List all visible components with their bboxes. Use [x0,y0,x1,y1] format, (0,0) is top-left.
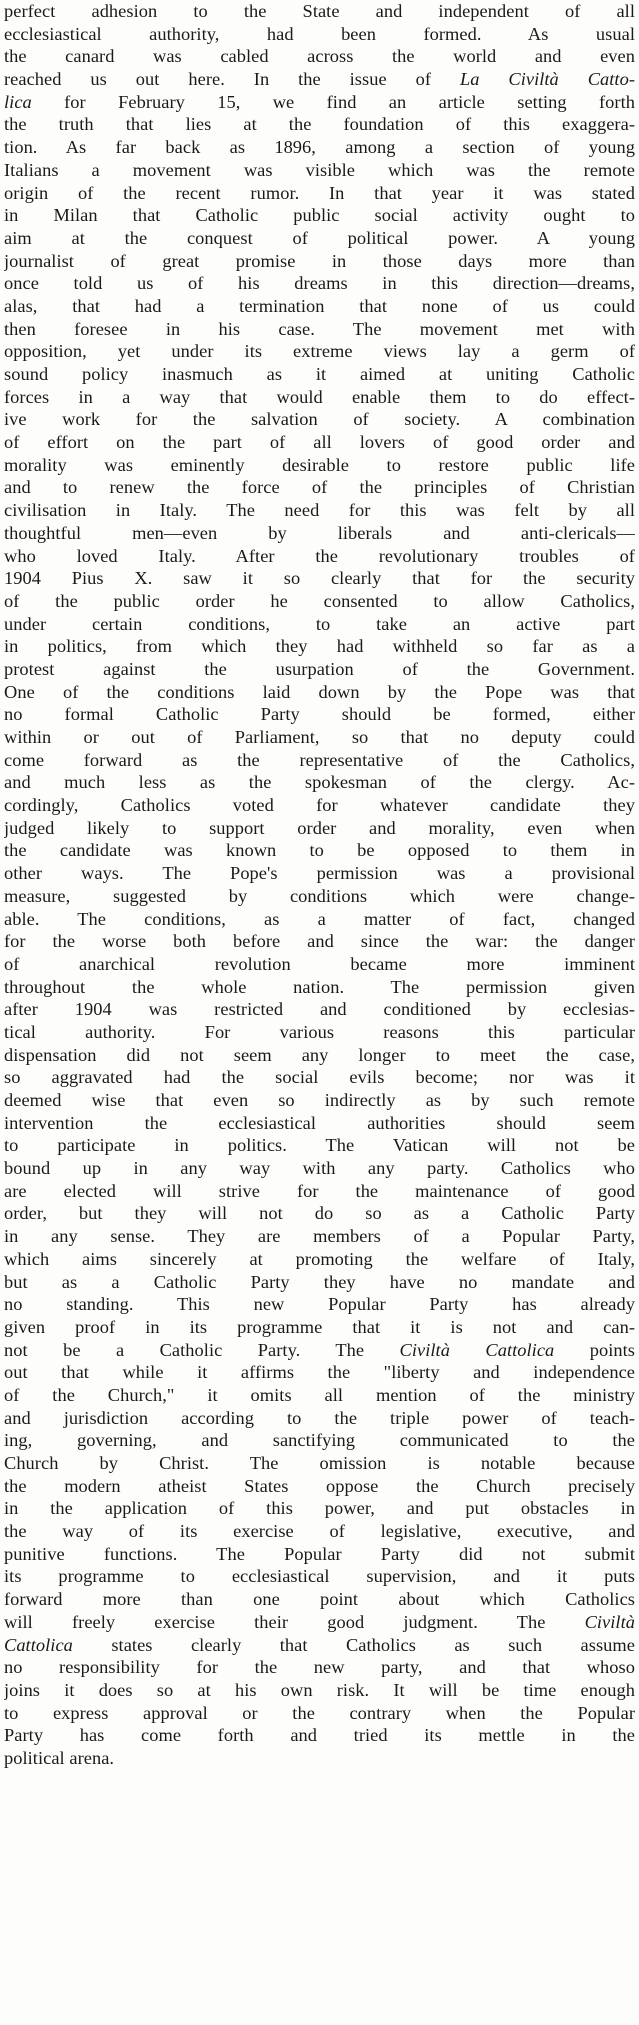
text-line [4,1066,635,1089]
text-run: intervention the ecclesiastical authorities should seem [4,1112,635,1133]
text-line [4,839,635,862]
text-line [4,431,635,454]
text-run: throughout the whole nation. The permission given [4,976,635,997]
text-line [4,953,635,976]
text-run: not be a Catholic Party. The [4,1339,400,1360]
text-line [4,476,635,499]
text-run: punitive functions. The Popular Party did not submit [4,1543,635,1564]
text-run: no formal Catholic Party should be formed, either [4,704,635,725]
text-run: of the public order he consented to allow Catholics, [4,590,635,611]
italic-text-run: La Civiltà Catto- [459,69,635,90]
text-line [4,318,635,341]
text-line [4,1747,635,1770]
text-run: to express approval or the contrary when the Popular [4,1702,635,1723]
text-run: after 1904 was restricted and conditioned by ecclesias- [4,999,635,1020]
text-run: judged likely to support order and morality, even when [4,817,635,838]
text-line [4,1225,635,1248]
text-run: protest against the usurpation of the Government. [4,658,635,679]
text-line [4,1724,635,1747]
text-line [4,1361,635,1384]
text-line [4,908,635,931]
text-line [4,363,635,386]
text-run: One of the conditions laid down by the Pope was that [4,681,635,702]
text-run: in any sense. They are members of a Popular Party, [4,1226,635,1247]
text-run: in Milan that Catholic public social activity ought to [4,205,635,226]
text-line [4,1588,635,1611]
text-line [4,386,635,409]
article-column [4,0,635,1770]
text-run: journalist of great promise in those days more than [4,250,635,271]
text-line [4,1202,635,1225]
text-line [4,590,635,613]
text-line [4,1565,635,1588]
text-line [4,930,635,953]
text-run: sound policy inasmuch as it aimed at uniting Catholic [4,364,635,384]
text-run: tion. As far back as 1896, among a section of young [4,137,635,158]
text-line [4,998,635,1021]
text-run: civilisation in Italy. The need for this was felt by all [4,500,635,521]
text-line [4,635,635,658]
text-line [4,272,635,295]
text-run: thoughtful men—even by liberals and anti-clericals— [4,522,635,543]
text-line [4,295,635,318]
text-run: and jurisdiction according to the triple power of teach- [4,1407,635,1428]
text-line [4,159,635,182]
text-run: given proof in its programme that it is not and can- [4,1316,635,1337]
text-run: will freely exercise their good judgment. The [4,1611,585,1632]
text-line [4,522,635,545]
text-line [4,703,635,726]
text-line [4,885,635,908]
text-run: the canard was cabled across the world and even [4,46,635,67]
text-line [4,1429,635,1452]
text-line [4,1520,635,1543]
text-run: ing, governing, and sanctifying communicated to the [4,1430,635,1451]
text-run: bound up in any way with any party. Catholics who [4,1158,635,1179]
text-line [4,862,635,885]
text-run: and much less as the spokesman of the clergy. Ac- [4,772,635,793]
text-line [4,1634,635,1657]
text-line [4,1248,635,1271]
text-run: the candidate was known to be opposed to them in [4,840,635,861]
text-run: under certain conditions, to take an active part [4,613,635,634]
text-line [4,0,635,23]
text-run: alas, that had a termination that none of us could [4,295,635,316]
text-line [4,1452,635,1475]
text-line [4,613,635,636]
text-run: dispensation did not seem any longer to meet the case, [4,1044,635,1065]
italic-text-run: lica [4,91,32,112]
text-run: order, but they will not do so as a Catholic Party [4,1203,635,1224]
text-line [4,91,635,114]
text-line [4,976,635,999]
text-line [4,658,635,681]
text-line [4,1497,635,1520]
text-line [4,1339,635,1362]
text-run: of anarchical revolution became more imminent [4,953,635,974]
text-line [4,1271,635,1294]
text-run: the modern atheist States oppose the Church precisely [4,1475,635,1496]
text-run: the way of its exercise of legislative, executive, and [4,1521,635,1542]
text-run: within or out of Parliament, so that no deputy could [4,727,635,747]
text-run: 1904 Pius X. saw it so clearly that for the security [4,568,635,589]
text-run: are elected will strive for the maintenance of good [4,1180,635,1201]
text-line [4,113,635,136]
text-run: out that while it affirms the "liberty and independence [4,1362,635,1383]
text-line [4,1679,635,1702]
text-run: Italians a movement was visible which was the remote [4,159,635,180]
text-line [4,817,635,840]
text-run: perfect adhesion to the State and independent of all [4,1,635,21]
text-run: cordingly, Catholics voted for whatever candidate they [4,795,635,816]
text-line [4,250,635,273]
text-line [4,408,635,431]
text-line [4,45,635,68]
text-run: origin of the recent rumor. In that year it was stated [4,182,635,203]
text-run: Church by Christ. The omission is notable because [4,1453,635,1473]
text-run: forces in a way that would enable them to do effect- [4,386,635,407]
text-run: once told us of his dreams in this direction—dreams, [4,273,635,294]
text-line [4,227,635,250]
text-line [4,1384,635,1407]
text-run: aim at the conquest of political power. A young [4,227,635,248]
text-run: for the worse both before and since the war: the danger [4,931,635,952]
text-run: the truth that lies at the foundation of this exaggera- [4,114,635,135]
text-run: states clearly that Catholics as such assume [72,1634,635,1655]
text-line [4,681,635,704]
text-line [4,23,635,46]
text-run: morality was eminently desirable to restore public life [4,454,635,475]
text-run: tical authority. For various reasons this particular [4,1021,635,1042]
text-run: ecclesiastical authority, had been formed. As usual [4,23,635,44]
text-run: other ways. The Pope's permission was a provisional [4,863,635,884]
text-run: in the application of this power, and put obstacles in [4,1498,635,1519]
text-run: but as a Catholic Party they have no mandate and [4,1271,635,1292]
text-line [4,136,635,159]
text-run: opposition, yet under its extreme views lay a germ of [4,341,635,362]
text-line [4,1180,635,1203]
text-run: Party has come forth and tried its mettle in the [4,1725,635,1746]
text-line [4,1293,635,1316]
text-run: no standing. This new Popular Party has already [4,1294,635,1315]
text-run: which aims sincerely at promoting the welfare of Italy, [4,1248,635,1269]
text-run: of the Church," it omits all mention of the ministry [4,1384,635,1405]
text-run: of effort on the part of all lovers of good order and [4,432,635,453]
text-line [4,182,635,205]
text-line [4,1316,635,1339]
text-line [4,1702,635,1725]
text-run: its programme to ecclesiastical supervision, and it puts [4,1566,635,1587]
text-run: deemed wise that even so indirectly as by such remote [4,1090,635,1110]
text-line [4,1611,635,1634]
text-run: who loved Italy. After the revolutionary troubles of [4,545,635,566]
text-line [4,1475,635,1498]
text-line [4,454,635,477]
text-line [4,1407,635,1430]
text-run: and to renew the force of the principles of Christian [4,477,635,498]
text-run: to participate in politics. The Vatican will not be [4,1135,635,1156]
text-line [4,1021,635,1044]
text-line [4,340,635,363]
text-line [4,1543,635,1566]
text-line [4,68,635,91]
text-line [4,567,635,590]
text-run: in politics, from which they had withheld so far as a [4,636,635,657]
text-run: able. The conditions, as a matter of fact, changed [4,908,635,929]
text-run: no responsibility for the new party, and that whoso [4,1657,635,1678]
text-line [4,771,635,794]
italic-text-run: Civiltà [584,1611,635,1632]
text-line [4,726,635,749]
text-run: then foresee in his case. The movement met with [4,318,635,339]
text-line [4,1157,635,1180]
text-line [4,545,635,568]
text-run: ive work for the salvation of society. A combination [4,409,635,430]
text-line [4,1112,635,1135]
text-run: political arena. [4,1747,115,1768]
text-line [4,204,635,227]
text-line [4,1656,635,1679]
text-run: measure, suggested by conditions which were change- [4,885,635,906]
text-run: joins it does so at his own risk. It will be time enough [4,1679,635,1700]
text-run: so aggravated had the social evils become; nor was it [4,1067,635,1088]
text-line [4,499,635,522]
text-line [4,1134,635,1157]
text-run: points [554,1339,635,1360]
italic-text-run: Cattolica [4,1634,73,1655]
text-line [4,794,635,817]
text-run: forward more than one point about which Catholics [4,1589,635,1610]
italic-text-run: Civiltà Cattolica [399,1339,555,1360]
text-run: for February 15, we find an article setting forth [31,91,635,112]
text-run: reached us out here. In the issue of [4,69,460,90]
text-line [4,749,635,772]
text-line [4,1044,635,1067]
text-line [4,1089,635,1112]
text-run: come forward as the representative of the Catholics, [4,749,635,770]
